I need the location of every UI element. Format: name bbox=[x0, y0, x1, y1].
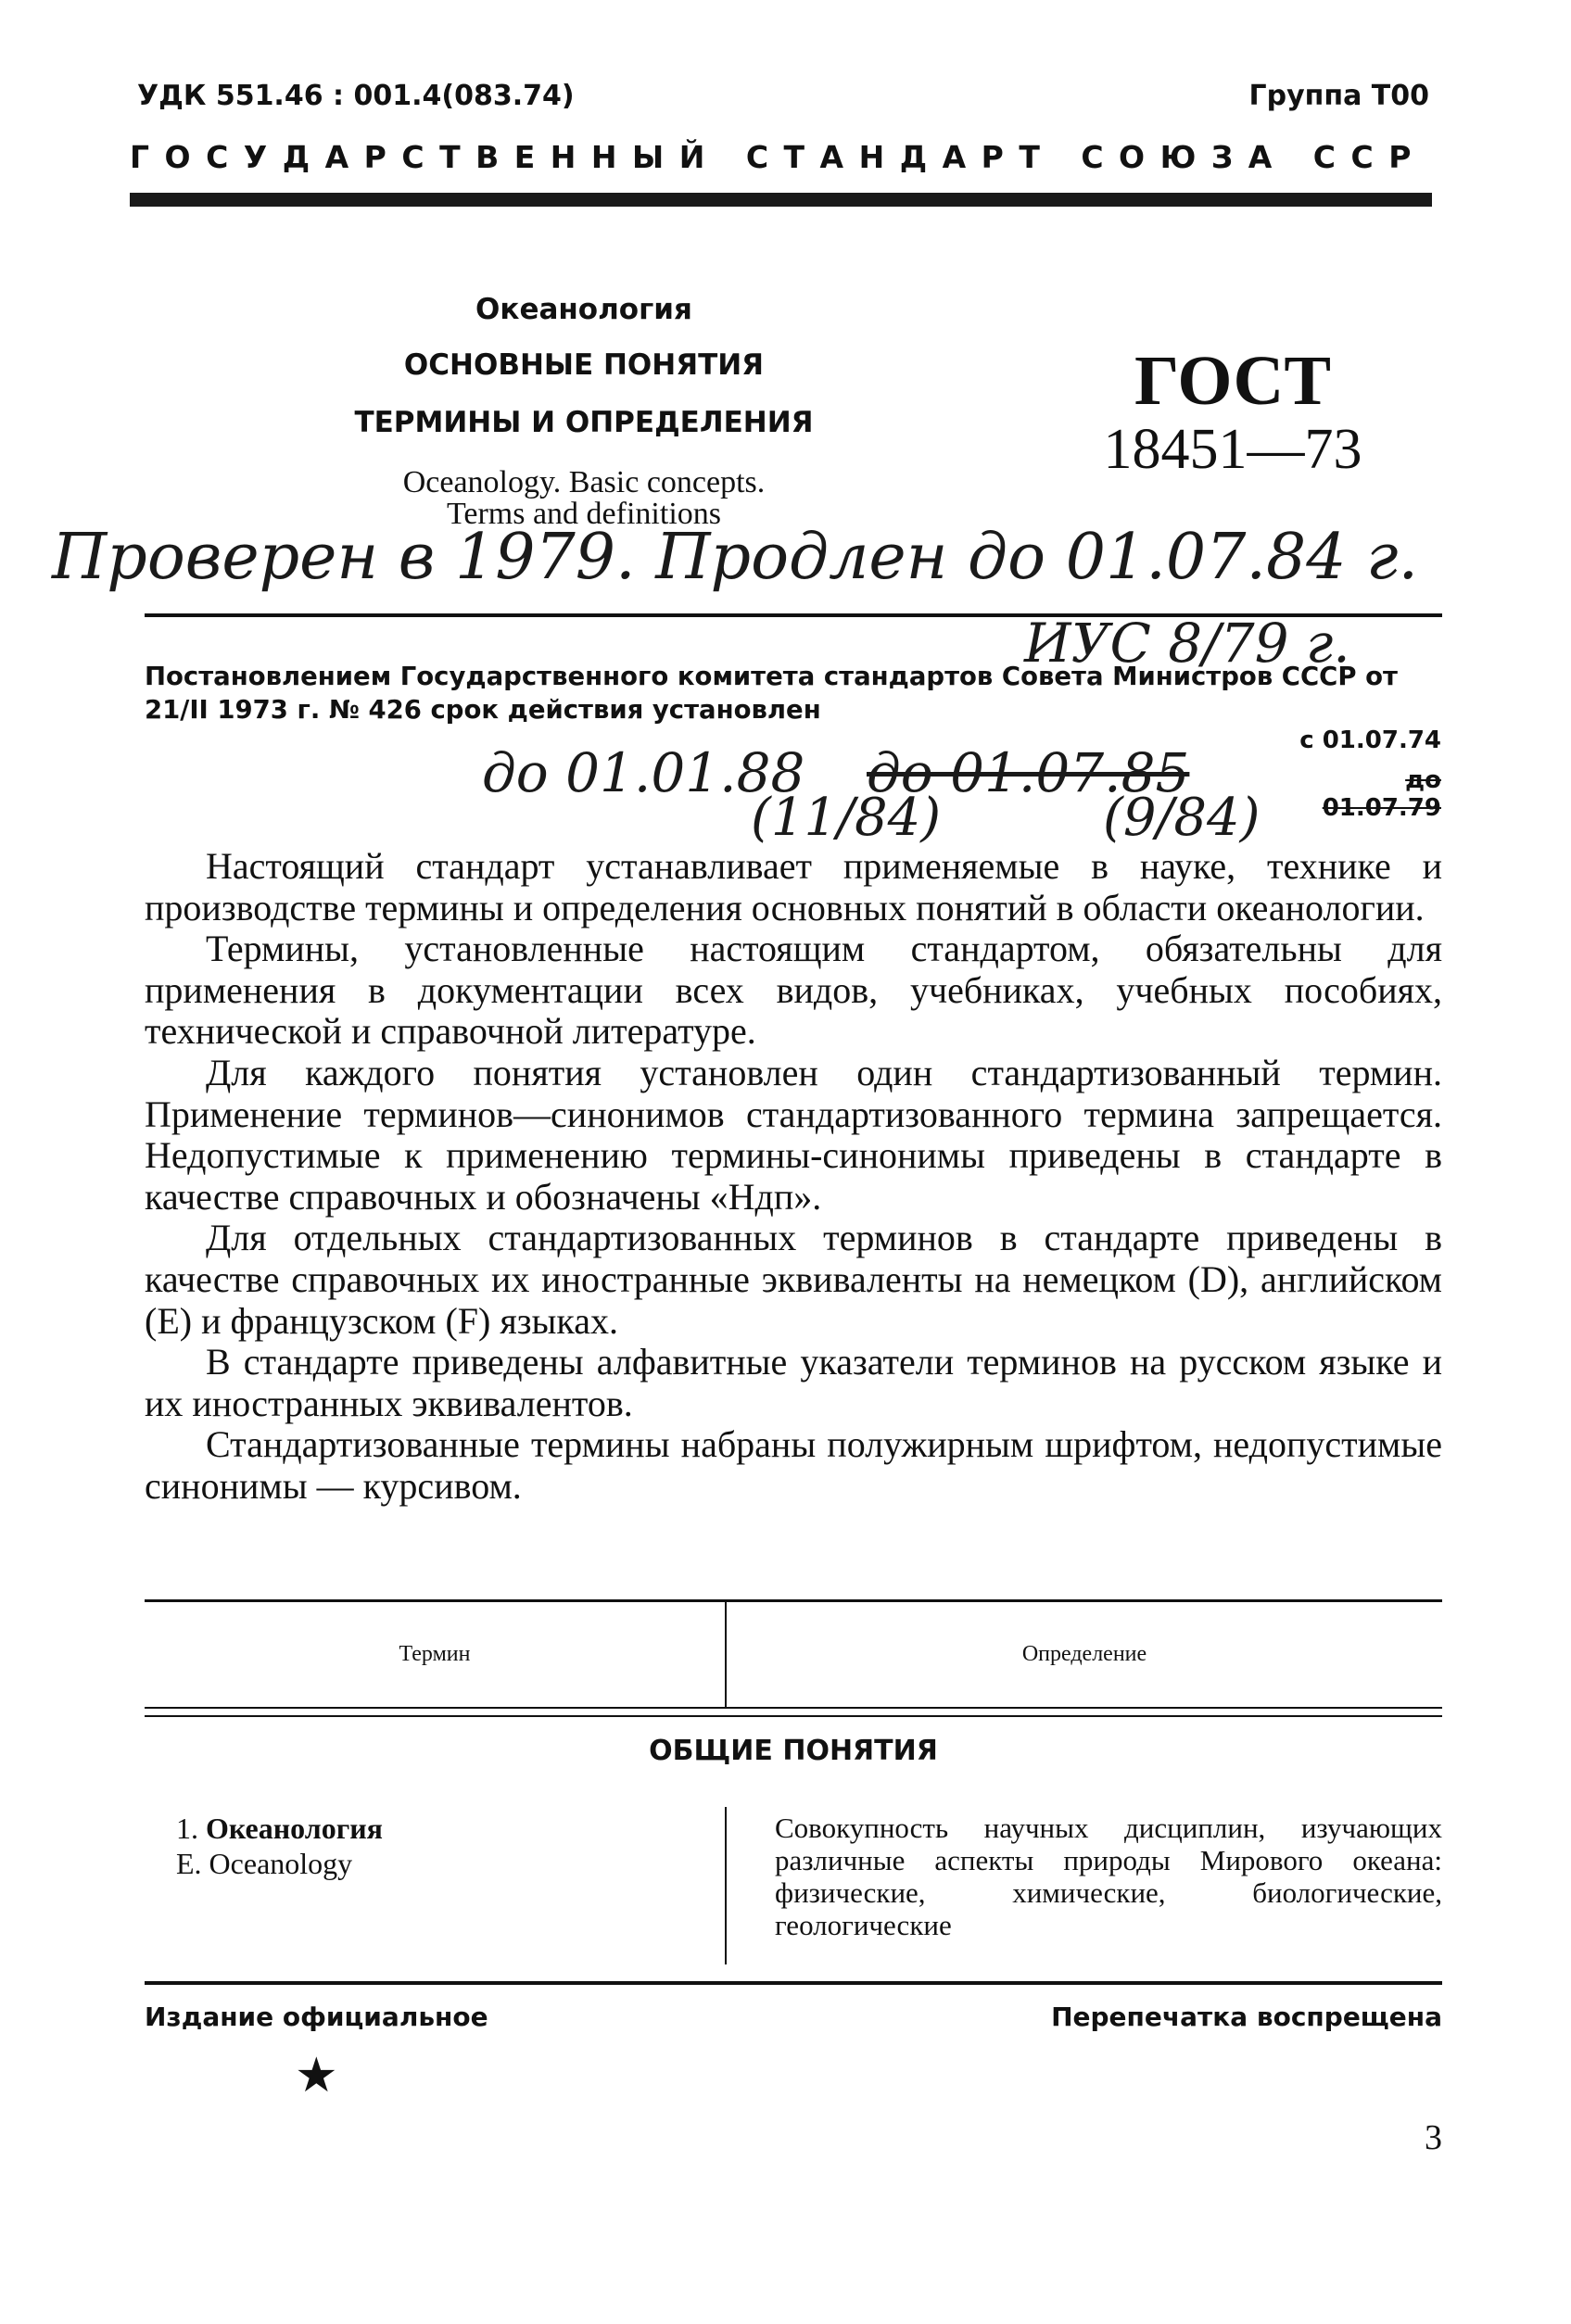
udk-code: УДК 551.46 : 001.4(083.74) bbox=[137, 80, 575, 112]
intro-paragraph: Для каждого понятия установлен один стандартизованный термин. Применение терминов—синонимов стандартизованного термина запрещается. Недопустимые к применению термины-синонимы приведены в стандарте в качестве справочных и обозначены «Ндп». bbox=[145, 1051, 1442, 1218]
title-subject: Океанология bbox=[475, 293, 692, 326]
header-rule bbox=[130, 193, 1432, 207]
title-english-2: Terms and definitions bbox=[446, 497, 721, 531]
valid-since: с 01.07.74 bbox=[1299, 726, 1441, 754]
term-english: E. Oceanology bbox=[176, 1847, 353, 1880]
gost-number: 18451—73 bbox=[1103, 418, 1362, 481]
table-body-divider bbox=[725, 1807, 727, 1964]
term-entry bbox=[176, 1812, 383, 1846]
gost-label: ГОСТ bbox=[1134, 342, 1332, 420]
table-top-rule bbox=[145, 1599, 1442, 1602]
section-heading: ОБЩИЕ ПОНЯТИЯ bbox=[649, 1735, 938, 1767]
state-standard-banner: ГОСУДАРСТВЕННЫЙ СТАНДАРТ СОЮЗА ССР bbox=[130, 139, 1426, 175]
official-edition: Издание официальное bbox=[145, 2002, 488, 2032]
handwritten-note: Проверен в 1979. Продлен до 01.07.84 г. bbox=[52, 521, 1419, 594]
intro-paragraph: Для отдельных стандартизованных терминов в стандарте приведены в качестве справочных их иностранные эквиваленты на немецком (D), английском (E) и французском (F) языках. bbox=[145, 1217, 1442, 1342]
reprint-prohibited: Перепечатка воспрещена bbox=[1051, 2002, 1442, 2032]
intro-paragraph: Настоящий стандарт устанавливает применяемые в науке, технике и производстве термины и определения основных понятий в области океанологии. bbox=[145, 845, 1442, 928]
handwritten-ius: ИУС 8/79 г. bbox=[1024, 612, 1350, 675]
title-main: ОСНОВНЫЕ ПОНЯТИЯ bbox=[403, 348, 765, 382]
column-header-definition: Определение bbox=[1021, 1642, 1147, 1666]
handwritten-ref-2: (9/84) bbox=[1103, 788, 1261, 848]
intro-paragraph: Термины, установленные настоящим стандартом, обязательны для применения в документации всех видов, учебниках, учебных пособиях, технической и справочной литературе. bbox=[145, 928, 1442, 1053]
group-code: Группа Т00 bbox=[1248, 80, 1429, 112]
table-header-rule bbox=[145, 1707, 1442, 1709]
star-icon: ★ bbox=[295, 2048, 338, 2103]
footer-rule bbox=[145, 1981, 1442, 1985]
valid-until: до 01.07.79 bbox=[1322, 766, 1441, 822]
intro-body bbox=[145, 846, 1442, 1508]
handwritten-date-2: до 01.07.85 bbox=[867, 741, 1190, 804]
intro-paragraph: В стандарте приведены алфавитные указатели терминов на русском языке и их иностранных эквивалентов. bbox=[145, 1341, 1442, 1424]
term-number: 1. bbox=[176, 1812, 198, 1845]
title-english-1: Oceanology. Basic concepts. bbox=[402, 465, 766, 499]
term-name: Океанология bbox=[206, 1812, 383, 1845]
table-header-rule bbox=[145, 1715, 1442, 1717]
handwritten-date-1: до 01.01.88 bbox=[482, 741, 805, 804]
column-header-term: Термин bbox=[399, 1642, 471, 1666]
term-definition: Совокупность научных дисциплин, изучающих различные аспекты природы Мирового океана: физические, химические, биологические, геологические bbox=[775, 1812, 1442, 1941]
handwritten-ref-1: (11/84) bbox=[751, 788, 942, 848]
title-sub: ТЕРМИНЫ И ОПРЕДЕЛЕНИЯ bbox=[354, 406, 814, 439]
resolution-text: Постановлением Государственного комитета стандартов Совета Министров СССР от 21/II 1973 г. № 426 срок действия установлен bbox=[145, 662, 1398, 725]
page-number: 3 bbox=[1425, 2118, 1442, 2157]
intro-paragraph: Стандартизованные термины набраны полужирным шрифтом, недопустимые синонимы — курсивом. bbox=[145, 1423, 1442, 1507]
